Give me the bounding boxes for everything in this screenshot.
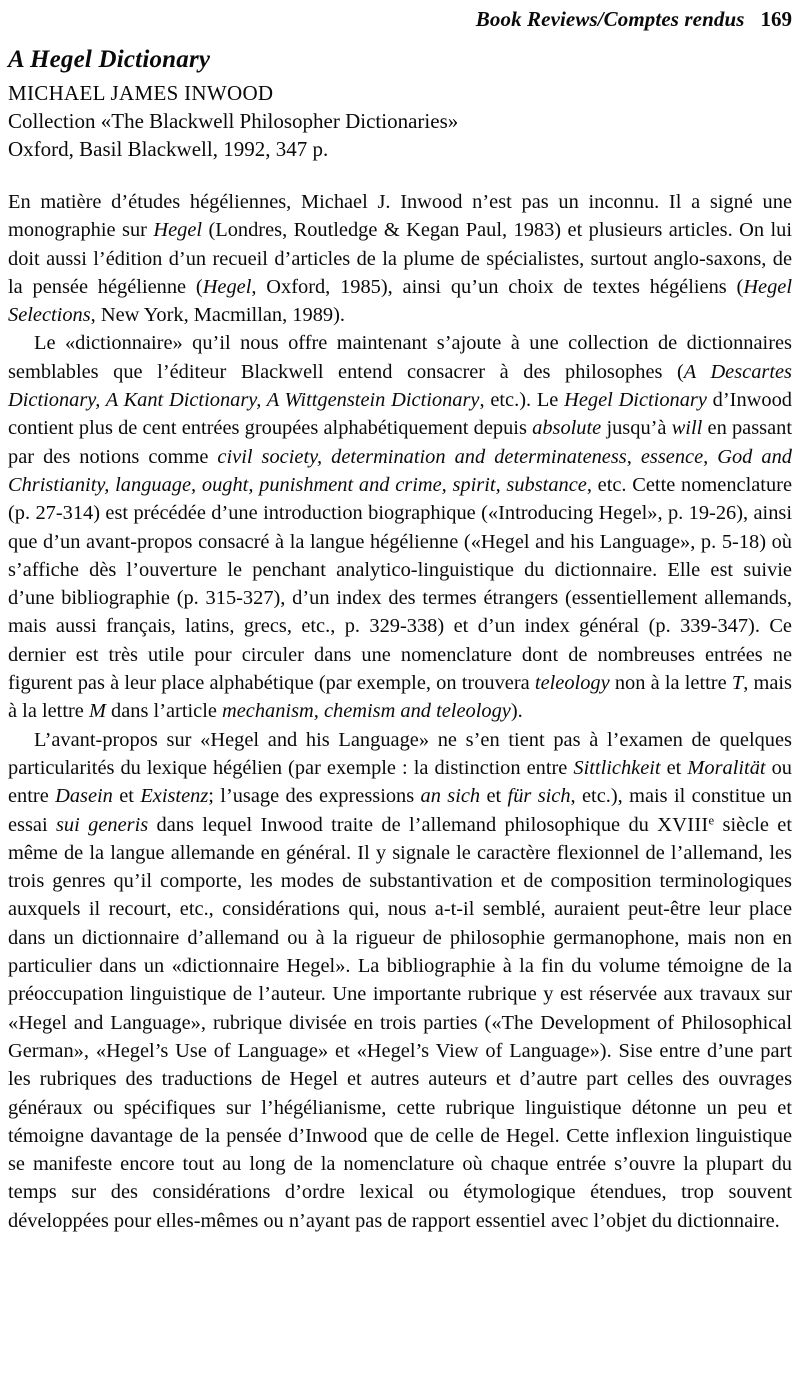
text-run: , etc.), mais il constitue un essai bbox=[8, 785, 792, 836]
italic-title: Hegel bbox=[153, 219, 203, 242]
page-number: 169 bbox=[760, 7, 792, 31]
work-title: A Hegel Dictionary bbox=[8, 46, 211, 73]
paragraph-2 bbox=[8, 329, 792, 725]
text-run: ou entre bbox=[8, 756, 792, 808]
italic-letter: M bbox=[88, 700, 106, 723]
text-run: siècle et même de la langue allemande en général. Il y signale le caractère flexionnel de l’allemand, les trois genres qu’il comporte, les modes de substantivation et de composition terminologiques auxquels il recourt, etc., considérations qui, nous a-t-il semblé, auraient peut-être leur place dans un dictionnaire d’allemand ou à la rigueur de philosophie germanophone, mais non en particulier dans un «dictionnaire Hegel». La bibliographie à la fin du volume témoigne de la préoccupation linguistique de l’auteur. Une importante rubrique y est réservée aux travaux sur «Hegel and Language», rubrique divisée en trois parties («The Development of Philosophical German», «Hegel’s Use of Language» et «Hegel’s View of Language»). Sise entre d’une part les rubriques des traductions de Hegel et autres auteurs et d’autre part celles des ouvrages généraux ou spécifiques sur l’hégélianisme, cette rubrique linguistique détonne un peu et témoigne davantage de la pensée d’Inwood que de celle de Hegel. Cette inflexion linguistique se manifeste encore tout au long de la nomenclature où chaque entrée s’ouvre la plupart du temps sur des considérations d’ordre lexical ou étymologique étendues, trop souvent développées pour elles-mêmes ou n’ayant pas de rapport essentiel avec l’objet du dictionnaire. bbox=[8, 813, 792, 1232]
text-run: dans l’article bbox=[105, 700, 223, 723]
text-run: et bbox=[660, 756, 688, 779]
italic-term-list: civil society, determination and determinateness, essence, God and Christianity, language, ought, punishment and crime, spirit, substance bbox=[8, 445, 792, 496]
text-run: en passant par des notions comme bbox=[8, 417, 793, 468]
text-run: , New York, Macmillan, 1989). bbox=[90, 304, 345, 327]
text-run: En matière d’études hégéliennes, Michael J. Inwood n’est pas un inconnu. Il a signé une monographie sur bbox=[8, 191, 792, 242]
text-run: , mais à la lettre bbox=[8, 672, 792, 723]
text-run: (Londres, Routledge & Kegan Paul, 1983) et plusieurs articles. On lui doit aussi l’édition d’un recueil d’articles de la plume de spécialistes, surtout anglo-saxons, de la pensée hégélienne ( bbox=[8, 219, 792, 298]
running-head-title: Book Reviews/Comptes rendus bbox=[475, 7, 745, 31]
italic-letter: T bbox=[731, 672, 744, 695]
italic-term: sui generis bbox=[56, 813, 149, 836]
italic-title: A Descartes Dictionary, A Kant Dictionary, A Wittgenstein Dictionary bbox=[8, 360, 792, 412]
text-run: , Oxford, 1985), ainsi qu’un choix de textes hégéliens ( bbox=[251, 275, 744, 298]
italic-title: Hegel Selections bbox=[8, 275, 793, 327]
text-run: , etc.). Le bbox=[479, 389, 565, 412]
imprint-line: Oxford, Basil Blackwell, 1992, 347 p. bbox=[8, 137, 329, 161]
article-head-block bbox=[8, 44, 792, 163]
italic-term: an sich bbox=[420, 785, 481, 808]
italic-term: Sittlichkeit bbox=[573, 756, 661, 779]
italic-entry-name: mechanism, chemism and teleology bbox=[222, 700, 511, 723]
italic-title: Hegel Dictionary bbox=[564, 389, 707, 412]
text-run: d’Inwood contient plus de cent entrées groupées alphabétiquement depuis bbox=[8, 389, 792, 440]
italic-term: teleology bbox=[534, 672, 610, 695]
paragraph-1 bbox=[8, 188, 792, 329]
text-run: L’avant-propos sur «Hegel and his Language» ne s’en tient pas à l’examen de quelques particularités du lexique hégélien (par exemple : la distinction entre bbox=[8, 728, 792, 779]
italic-term: Moralität bbox=[687, 756, 766, 779]
italic-title: Hegel bbox=[202, 275, 252, 298]
collection-line: Collection «The Blackwell Philosopher Dictionaries» bbox=[8, 109, 459, 133]
text-run: Le «dictionnaire» qu’il nous offre maintenant s’ajoute à une collection de dictionnaires semblables que l’éditeur Blackwell entend consacrer à des philosophes ( bbox=[8, 332, 792, 383]
running-head bbox=[8, 6, 792, 32]
text-run: et bbox=[112, 785, 141, 808]
text-run: et bbox=[480, 785, 508, 808]
italic-term: Existenz bbox=[140, 785, 209, 808]
italic-term: will bbox=[671, 417, 703, 440]
paragraph-3 bbox=[8, 726, 792, 1235]
century-roman-numeral: XVIII bbox=[657, 813, 709, 836]
italic-term: Dasein bbox=[55, 785, 113, 808]
text-run: non à la lettre bbox=[609, 672, 732, 695]
text-run: ; l’usage des expressions bbox=[208, 785, 421, 808]
text-run: jusqu’à bbox=[601, 417, 672, 440]
italic-term: absolute bbox=[532, 417, 602, 440]
text-run: , etc. Cette nomenclature (p. 27-314) est précédée d’une introduction biographique («Introducing Hegel», p. 19-26), ainsi que d’un avant-propos consacré à la langue hégélienne («Hegel and his Language», p. 5-18) où s’affiche dès l’ouverture le penchant analytico-linguistique du dictionnaire. Elle est suivie d’une bibliographie (p. 315-327), d’un index des termes étrangers (essentiellement allemands, mais aussi français, latins, grecs, etc., p. 329-338) et d’un index général (p. 339-347). Ce dernier est très utile pour circuler dans une nomenclature dont de nombreuses entrées ne figurent pas à leur place alphabétique (par exemple, on trouvera bbox=[8, 473, 793, 695]
author-name: MICHAEL JAMES INWOOD bbox=[8, 81, 274, 105]
review-body bbox=[8, 188, 792, 1235]
text-run: dans lequel Inwood traite de l’allemand philosophique du bbox=[148, 813, 658, 836]
ordinal-suffix: e bbox=[708, 812, 715, 827]
text-run: ). bbox=[510, 700, 523, 723]
italic-term: für sich bbox=[507, 785, 571, 808]
